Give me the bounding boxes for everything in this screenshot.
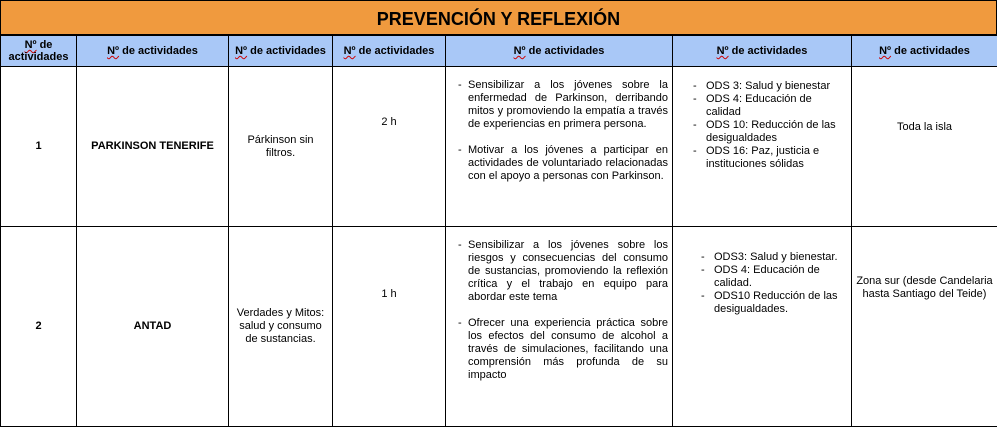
ods-item: - ODS 4: Educación de calidad [693,93,847,119]
row-area: Toda la isla [852,67,997,227]
row-duration: 2 h [333,67,446,227]
table-row [1,227,997,427]
row-number: 2 [1,227,77,427]
row-area: Zona sur (desde Candelaria hasta Santiago del Teide) [852,227,997,427]
row-objectives [446,227,673,427]
header-col-4: Nº de actividades [333,36,446,67]
page-title: PREVENCIÓN Y REFLEXIÓN [0,0,997,35]
row-activity: Párkinson sin filtros. [229,67,333,227]
objective-item: - Ofrecer una experiencia práctica sobre los efectos del consumo de alcohol a través de simulaciones, facilitando una comprensión más profunda de su impacto [458,317,668,382]
row-ods [673,227,852,427]
row-activity: Verdades y Mitos: salud y consumo de sustancias. [229,227,333,427]
header-col-6: Nº de actividades [673,36,852,67]
ods-item: - ODS10 Reducción de las desigualdades. [701,290,847,316]
activities-table [0,35,997,427]
objective-item: - Motivar a los jóvenes a participar en actividades de voluntariado relacionadas con el apoyo a personas con Parkinson. [458,144,668,183]
header-col-7: Nº de actividades [852,36,997,67]
header-col-5: Nº de actividades [446,36,673,67]
header-col-2: Nº de actividades [77,36,229,67]
objective-item: - Sensibilizar a los jóvenes sobre los riesgos y consecuencias del consumo de sustancias, promoviendo la reflexión crítica y el trabajo en equipo para abordar este tema [458,239,668,304]
ods-item: - ODS 10: Reducción de las desigualdades [693,119,847,145]
header-col-3: Nº de actividades [229,36,333,67]
row-duration: 1 h [333,227,446,427]
objective-item: - Sensibilizar a los jóvenes sobre la enfermedad de Parkinson, derribando mitos y promoviendo la empatía a través de experiencias en primera persona. [458,79,668,131]
table-row [1,67,997,227]
row-ods [673,67,852,227]
ods-item: - ODS3: Salud y bienestar. [701,251,847,264]
table-header-row [1,36,997,67]
ods-item: - ODS 16: Paz, justicia e instituciones sólidas [693,145,847,171]
ods-item: - ODS 4: Educación de calidad. [701,264,847,290]
row-entity: PARKINSON TENERIFE [77,67,229,227]
row-objectives [446,67,673,227]
header-col-1: Nº de actividades [1,36,77,67]
ods-item: - ODS 3: Salud y bienestar [693,80,847,93]
row-entity: ANTAD [77,227,229,427]
row-number: 1 [1,67,77,227]
